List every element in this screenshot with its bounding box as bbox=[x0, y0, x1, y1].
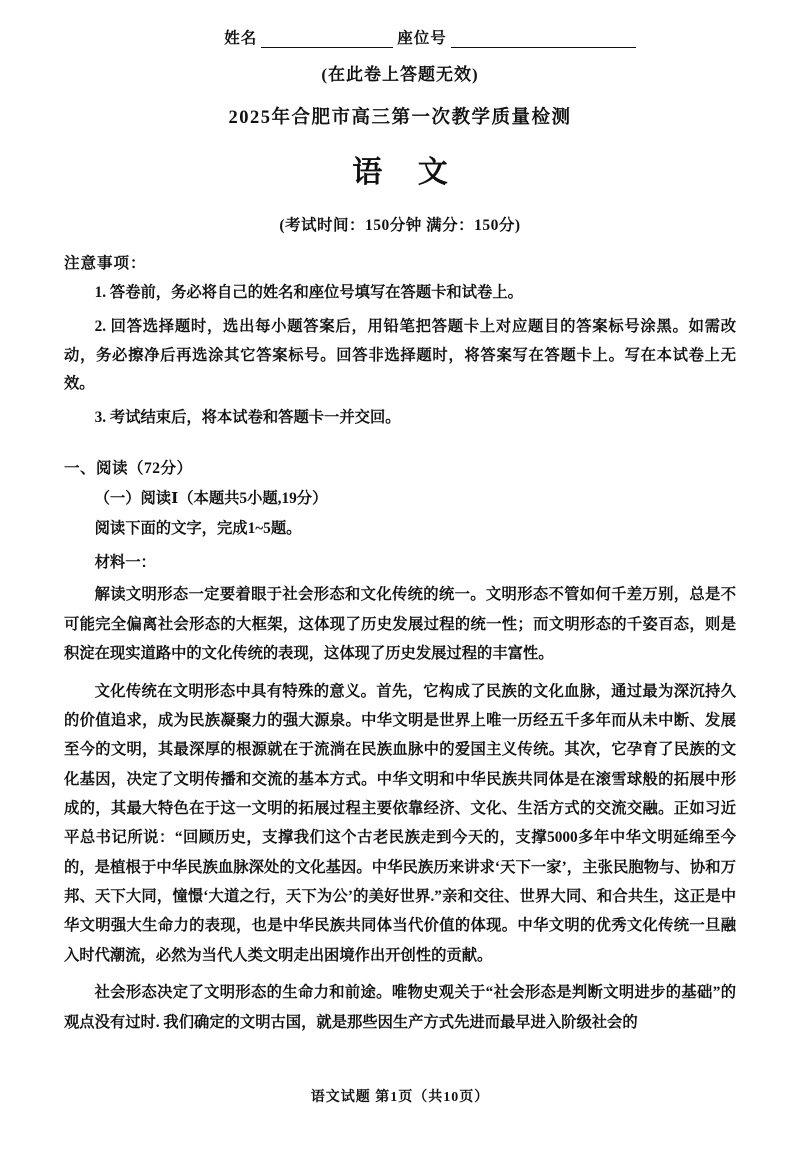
notice-item-3: 3. 考试结束后，将本试卷和答题卡一并交回。 bbox=[94, 409, 401, 427]
section-instruction: 阅读下面的文字，完成1~5题。 bbox=[94, 520, 302, 538]
body-paragraph-1: 解读文明形态一定要着眼于社会形态和文化传统的统一。文明形态不管如何千差万别，总是不可能完全偏离社会形态的大框架，这体现了历史发展过程的统一性；而文明形态的千姿百态，则是积淀在现实道路中的文化传统的表现，这体现了历史发展过程的丰富性。 bbox=[64, 586, 736, 663]
exam-meta: (考试时间：150分钟 满分：150分) bbox=[279, 217, 521, 234]
body-paragraph-3: 社会形态决定了文明形态的生命力和前途。唯物史观关于“社会形态是判断文明进步的基础”的观点没有过时. 我们确定的文明古国，就是那些因生产方式先进而最早进入阶级社会的 bbox=[64, 984, 736, 1031]
notice-item-1: 1. 答卷前，务必将自己的姓名和座位号填写在答题卡和试卷上。 bbox=[94, 284, 523, 301]
invalid-note: (在此卷上答题无效) bbox=[321, 65, 479, 84]
section-heading: 一、阅读（72分） bbox=[64, 460, 193, 478]
material-label: 材料一： bbox=[94, 554, 156, 572]
exam-title: 2025年合肥市高三第一次教学质量检测 bbox=[228, 108, 572, 128]
section-sub-heading: （一）阅读Ⅰ（本题共5小题,19分） bbox=[94, 490, 328, 508]
notice-item-2: 2. 回答选择题时，选出每小题答案后，用铅笔把答题卡上对应题目的答案标号涂黑。如需改动，务必擦净后再选涂其它答案标号。回答非选择题时，将答案写在答题卡上。写在本试卷上无效。 bbox=[64, 318, 736, 392]
name-blank[interactable] bbox=[261, 33, 393, 48]
seat-blank[interactable] bbox=[451, 33, 636, 48]
subject-title: 语 文 bbox=[352, 156, 462, 189]
seat-label: 座位号 bbox=[397, 30, 447, 47]
page-footer: 语文试题 第1页（共10页） bbox=[310, 1090, 490, 1105]
body-paragraph-2: 文化传统在文明形态中具有特殊的意义。首先，它构成了民族的文化血脉，通过最为深沉持久的价值追求，成为民族凝聚力的强大源泉。中华文明是世界上唯一历经五千多年而从未中断、发展至今的文明，其最深厚的根源就在于流淌在民族血脉中的爱国主义传统。其次，它孕育了民族的文化基因，决定了文明传播和交流的基本方式。中华文明和中华民族共同体是在滚雪球般的拓展中形成的，其最大特色在于这一文明的拓展过程主要依靠经济、文化、生活方式的交流交融。正如习近平总书记所说：“回顾历史，支撑我们这个古老民族走到今天的，支撑5000多年中华文明延绵至今的，是植根于中华民族血脉深处的文化基因。中华民族历来讲求‘天下一家’，主张民胞物与、协和万邦、天下大同，憧憬‘大道之行，天下为公’的美好世界.”亲和交往、世界大同、和合共生，这正是中华文明强大生命力的表现，也是中华民族共同体当代价值的体现。中华文明的优秀文化传统一旦融入时代潮流，必然为当代人类文明走出困境作出开创性的贡献。 bbox=[64, 682, 736, 964]
student-id-line bbox=[124, 26, 736, 48]
name-label: 姓名 bbox=[224, 30, 258, 47]
notice-title: 注意事项： bbox=[64, 255, 147, 272]
